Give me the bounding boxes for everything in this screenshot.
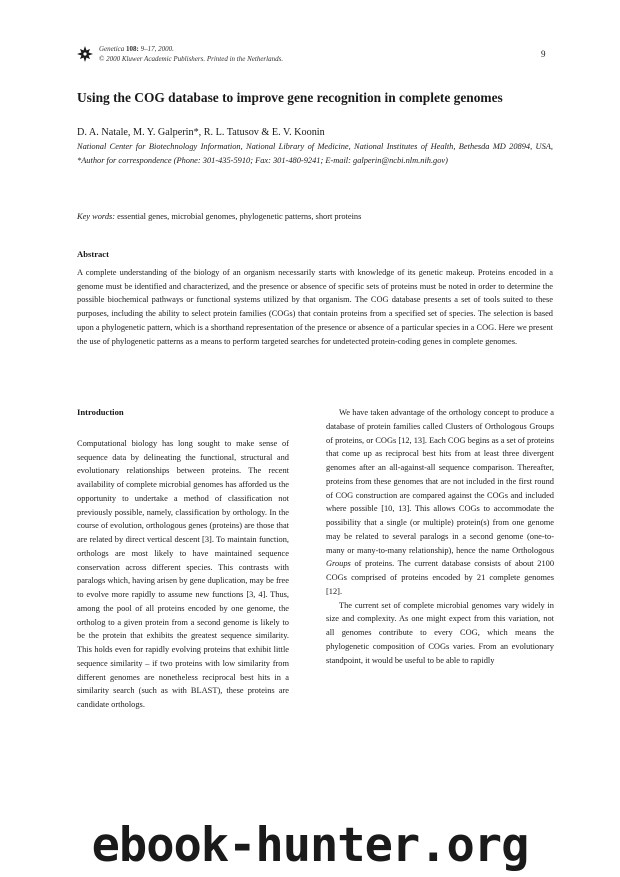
intro-paragraph-1: Computational biology has long sought to make sense of sequence data by delineating the functional, structural and evolutionary relationships between proteins. The recent availability of complete microbial genomes has afforded us the opportunity to undertake a method of classification not previously possible, namely, classification by orthology. In the course of evolution, orthologous genes (proteins) are those that are related by direct vertical descent [3]. To maintain function, orthologs are most likely to have maintained sequence conservation across different species. This contrasts with paralogs which, having arisen by gene duplication, may be free to evolve more rapidly to assume new functions [3, 4]. Thus, among the pool of all proteins encoded by one genome, the ortholog to a given protein from a second genome is likely to be the protein that exhibits the greatest sequence similarity. This holds even for rapidly evolving proteins that exhibit little sequence similarity – if two proteins with low similarity from different genomes are nonetheless reciprocal best hits in a similarity search (such as with BLAST), these proteins are candidate orthologs. [77, 438, 289, 709]
journal-name: Genetica [99, 45, 125, 53]
page-number: 9 [541, 49, 546, 59]
journal-info [99, 44, 283, 64]
keywords-text: essential genes, microbial genomes, phylogenetic patterns, short proteins [117, 212, 362, 221]
journal-volume: 108: [126, 45, 139, 53]
publisher-logo-icon [77, 46, 93, 62]
authors: D. A. Natale, M. Y. Galperin*, R. L. Tatusov & E. V. Koonin [77, 127, 325, 138]
intro-p2-italic: Groups [326, 559, 351, 569]
abstract-heading: Abstract [77, 249, 109, 259]
intro-p2-before: We have taken advantage of the orthology concept to produce a database of protein families called Clusters of Orthologous Groups of proteins, or COGs [12, 13]. Each COG begins as a set of proteins that come up as reciprocal best hits from at least three divergent genomes after an all-against-all sequence comparison. Thereafter, proteins from these genomes that are not included in the first round of COG construction are compared against the COGs and included where possible [10, 13]. This allows COGs to accommodate the possibility that a single (or multiple) protein(s) from one genome may be related to several paralogs in a second genome (one-to-many or many-to-many relationship), hence the name Orthologous [326, 408, 554, 555]
printed-note: Printed in the Netherlands. [206, 55, 284, 63]
paper-title: Using the COG database to improve gene recognition in complete genomes [77, 90, 503, 105]
left-column [77, 406, 289, 712]
journal-pages: 9–17, 2000. [140, 45, 174, 53]
introduction-heading: Introduction [77, 407, 124, 417]
intro-p2-after: of proteins. The current database consists of about 2100 COGs comprised of proteins encoded by 21 complete genomes [12]. [326, 559, 555, 596]
right-column [326, 406, 554, 667]
watermark: ebook-hunter.org [91, 818, 529, 873]
copyright: © 2000 Kluwer Academic Publishers. [99, 55, 206, 63]
intro-paragraph-2 [326, 406, 554, 599]
abstract-text: A complete understanding of the biology of an organism necessarily starts with knowledge of its genetic makeup. Proteins encoded in a genome must be identified and characterized, and the presence or absence of specific sets of proteins must be noted in order to determine the possible biochemical pathways or functional systems utilized by that organism. The COG database presents a set of tools suited to these purposes, including the ability to select protein families (COGs) that contain proteins from a specified set of species. The selection is based upon a phylogenetic pattern, which is a shorthand representation of the presence or absence of a particular species in a COG. Here we present the use of phylogenetic patterns as a means to perform targeted searches for undetected protein-coding genes in complete genomes. [77, 268, 553, 346]
keywords [77, 212, 361, 221]
intro-paragraph-3: The current set of complete microbial genomes vary widely in size and complexity. As one might expect from this variation, not all genomes contribute to every COG, which means the phylogenetic composition of COGs varies. From an evolutionary standpoint, it would be useful to be able to rapidly [326, 600, 554, 665]
affiliation: National Center for Biotechnology Information, National Library of Medicine, National Institutes of Health, Bethesda MD 20894, USA, *Author for correspondence (Phone: 301-435-5910; Fax: 301-480-9241; E-mail: galperin@ncbi.nlm.nih.gov) [77, 142, 553, 165]
keywords-label: Key words: [77, 212, 116, 221]
